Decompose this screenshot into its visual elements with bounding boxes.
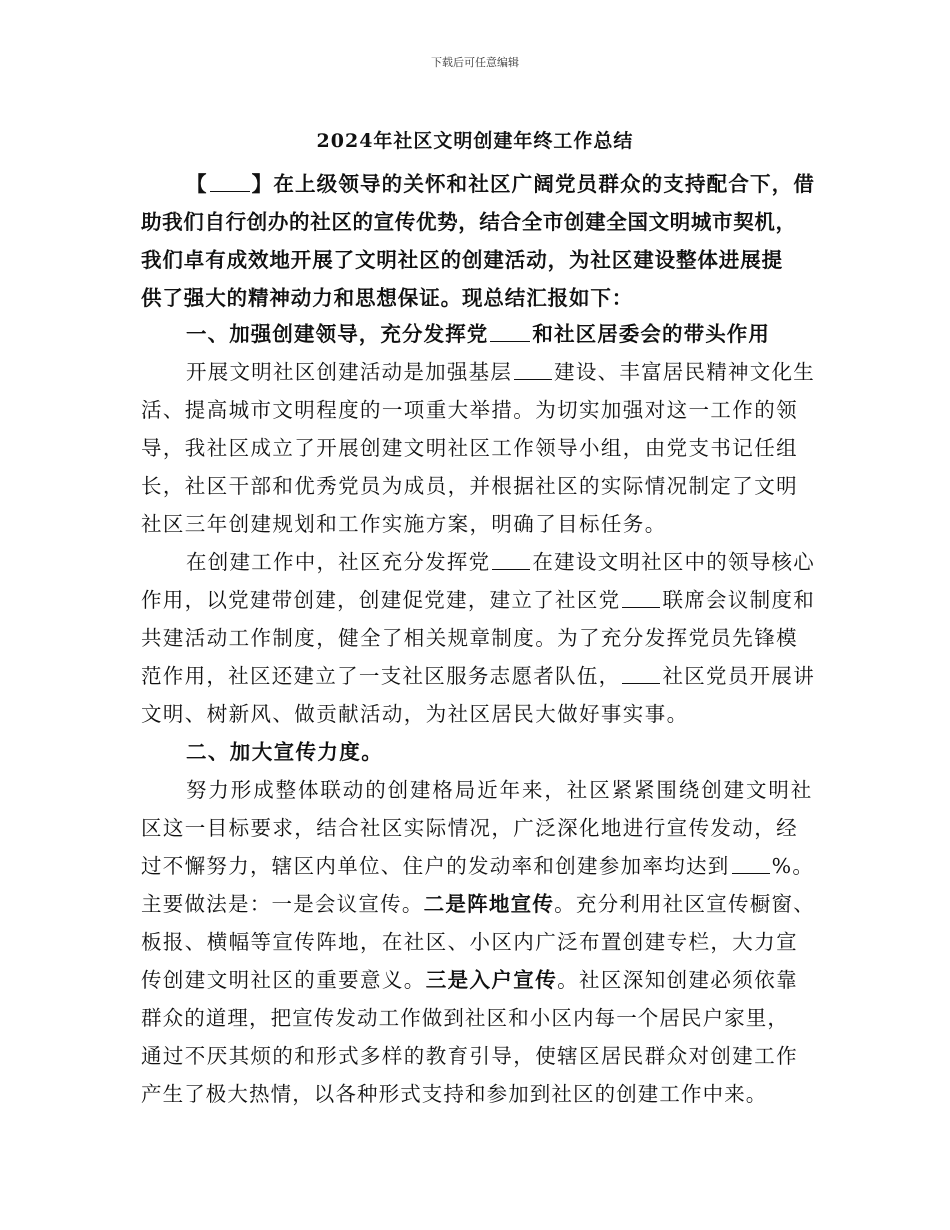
s2-line-9: 产生了极大热情，以各种形式支持和参加到社区的创建工作中来。: [141, 1082, 768, 1106]
s2-line-8: 通过不厌其烦的和形式多样的教育引导，使辖区居民群众对创建工作: [141, 1044, 798, 1068]
s2-line-7: 群众的道理，把宣传发动工作做到社区和小区内每一个居民户家里，: [141, 1006, 789, 1030]
s1-p2-line-5: 文明、树新风、做贡献活动，为社区居民大做好事实事。: [141, 702, 689, 726]
s1-p1-line-1: 开展文明社区创建活动是加强基层 建设、丰富居民精神文化生: [186, 360, 815, 384]
blank-field: [492, 553, 530, 570]
intro-line-4: 供了强大的精神动力和思想保证。现总结汇报如下：: [141, 286, 634, 310]
intro-line-3: 我们卓有成效地开展了文明社区的创建活动，为社区建设整体进展提: [141, 248, 783, 272]
blank-field: [514, 363, 552, 380]
blank-field: [622, 667, 660, 684]
blank-field: [622, 591, 660, 608]
document-title: 2024年社区文明创建年终工作总结: [316, 130, 634, 152]
s1-p1-line-4: 长，社区干部和优秀党员为成员，并根据社区的实际情况制定了文明: [141, 474, 798, 498]
blank-field: [210, 175, 250, 192]
s2-line-1: 努力形成整体联动的创建格局近年来，社区紧紧围绕创建文明社: [186, 778, 814, 802]
page-header-note: 下载后可任意编辑: [431, 56, 519, 69]
s1-p2-line-1: 在创建工作中，社区充分发挥党 在建设文明社区中的领导核心: [186, 550, 815, 574]
s2-line-3: 过不懈努力，辖区内单位、住户的发动率和创建参加率均达到 %。: [141, 854, 815, 878]
s1-p1-line-5: 社区三年创建规划和工作实施方案，明确了目标任务。: [141, 512, 667, 536]
intro-line-2: 助我们自行创办的社区的宣传优势，结合全市创建全国文明城市契机，: [141, 210, 797, 234]
blank-field: [732, 857, 770, 874]
intro-line-1: 【 】在上级领导的关怀和社区广阔党员群众的支持配合下，借: [186, 172, 816, 196]
s2-line-4: 主要做法是：一是会议宣传。二是阵地宣传。充分利用社区宣传橱窗、: [141, 892, 815, 916]
s1-p2-line-3: 共建活动工作制度，健全了相关规章制度。为了充分发挥党员先锋模: [141, 626, 798, 650]
section2-heading: 二、加大宣传力度。: [186, 740, 384, 764]
s1-p1-line-2: 活、提高城市文明程度的一项重大举措。为切实加强对这一工作的领: [141, 398, 798, 422]
s1-p1-line-3: 导，我社区成立了开展创建文明社区工作领导小组，由党支书记任组: [141, 436, 798, 460]
section1-heading: 一、加强创建领导，充分发挥党 和社区居委会的带头作用: [186, 322, 771, 346]
blank-field: [490, 325, 530, 342]
s2-line-2: 区这一目标要求，结合社区实际情况，广泛深化地进行宣传发动，经: [141, 816, 798, 840]
s1-p2-line-4: 范作用，社区还建立了一支社区服务志愿者队伍， 社区党员开展讲: [141, 664, 815, 688]
s2-line-5: 板报、横幅等宣传阵地，在社区、小区内广泛布置创建专栏，大力宣: [141, 930, 798, 954]
s2-line-6: 传创建文明社区的重要意义。三是入户宣传。社区深知创建必须依靠: [141, 968, 799, 992]
s1-p2-line-2: 作用，以党建带创建，创建促党建，建立了社区党 联席会议制度和: [141, 588, 815, 612]
